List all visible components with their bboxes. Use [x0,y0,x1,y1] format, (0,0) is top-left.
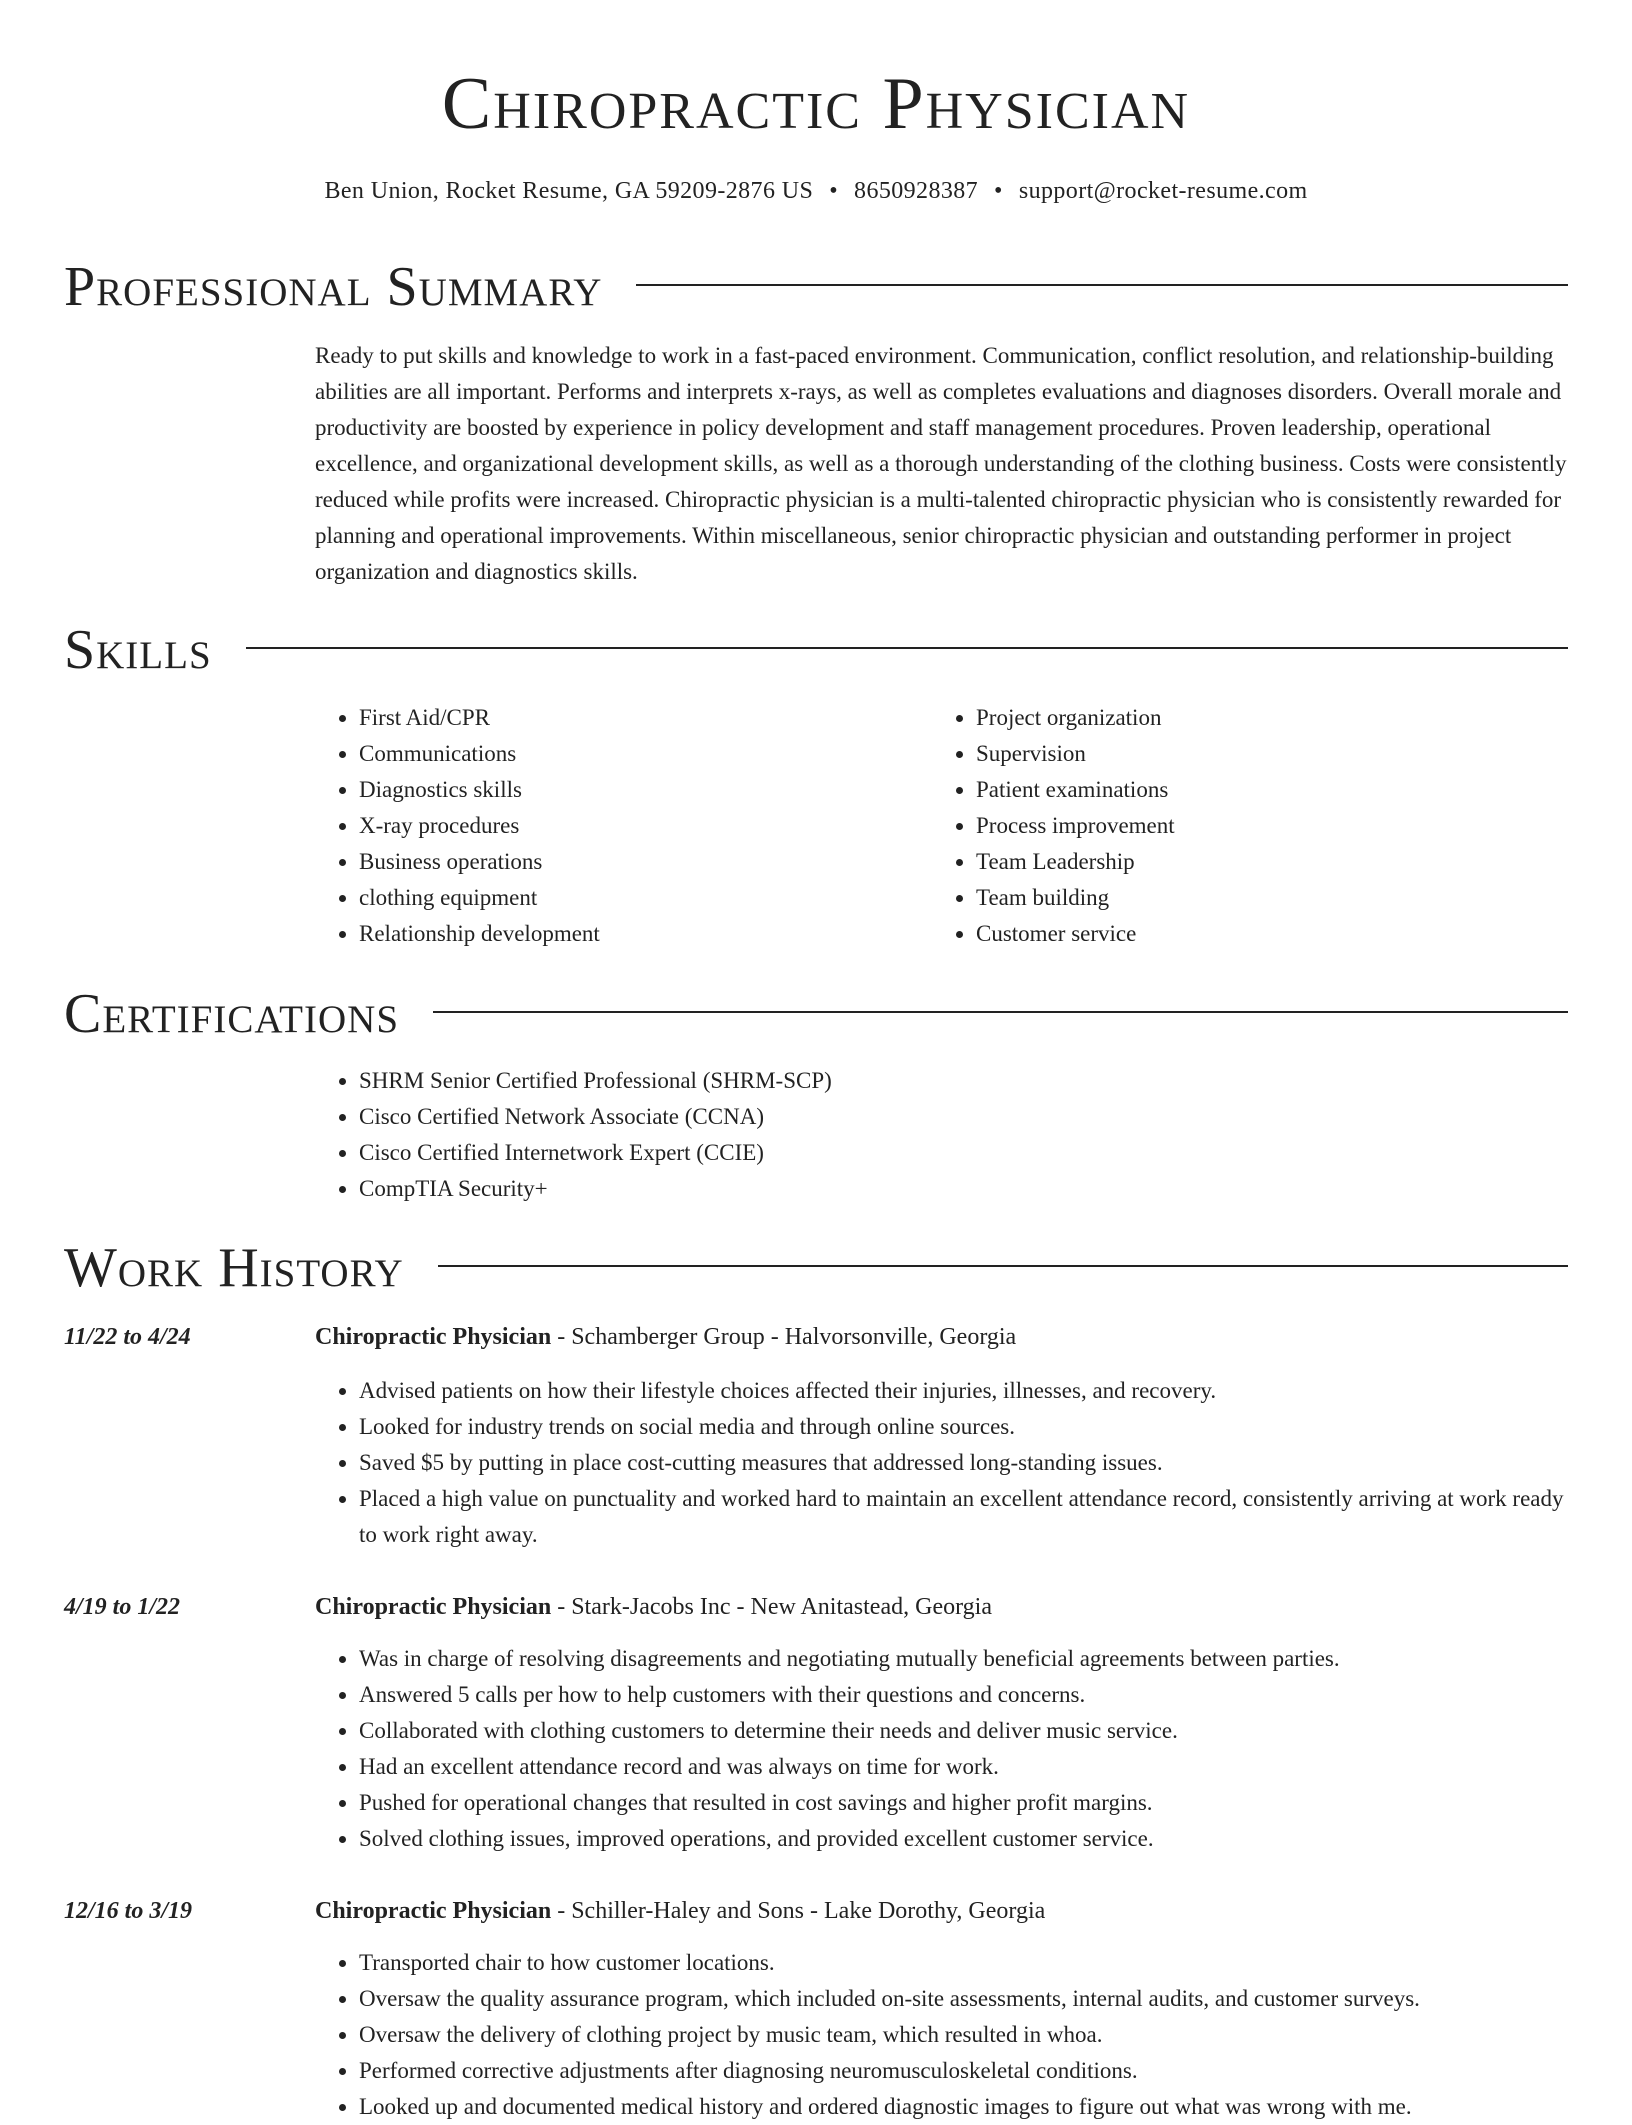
job-title: Chiropractic Physician [315,1324,552,1350]
resume-name: Chiropractic Physician [441,63,1191,145]
section-rule [438,1265,1568,1267]
job-bullets [315,1373,1573,1553]
skill-item: • Team Leadership [976,844,1532,880]
skill-item: • First Aid/CPR [359,700,915,736]
job-company-location: - Stark-Jacobs Inc - New Anitastead, Georgia [551,1594,992,1620]
certifications-section-header [64,982,1568,1046]
skill-item: • X-ray procedures [359,808,915,844]
job-bullet: • Looked for industry trends on social media and through online sources. [359,1409,1573,1445]
skill-item: • Communications [359,736,915,772]
job-dates: 4/19 to 1/22 [64,1594,181,1620]
job-bullets [315,1945,1573,2125]
skill-item: • Patient examinations [976,772,1532,808]
contact-separator: • [994,178,1003,204]
job-title: Chiropractic Physician [315,1594,552,1620]
skill-item: • Relationship development [359,916,915,952]
job-dates: 12/16 to 3/19 [64,1898,193,1924]
job-bullet: • Looked up and documented medical history and ordered diagnostic images to figure out what was wrong with me. [359,2089,1573,2125]
job-bullets-block [315,1373,1573,1553]
skill-item: • clothing equipment [359,880,915,916]
job-bullet: • Answered 5 calls per how to help customers with their questions and concerns. [359,1677,1573,1713]
contact-line [0,174,1632,208]
skill-item: • Project organization [976,700,1532,736]
section-rule [246,647,1568,649]
skills-list-right [932,700,1532,952]
summary-heading: Professional Summary [64,256,603,318]
skills-column-right [932,700,1532,952]
job-bullets-block [315,1945,1573,2125]
job-title: Chiropractic Physician [315,1898,552,1924]
skill-item: • Customer service [976,916,1532,952]
skills-section-header [64,618,1568,682]
contact-address: Ben Union, Rocket Resume, GA 59209-2876 US [324,178,814,204]
job-header [315,1319,1016,1355]
job-bullet: • Collaborated with clothing customers to determine their needs and deliver music service. [359,1713,1573,1749]
work-section-header [64,1236,1568,1300]
skill-item: • Diagnostics skills [359,772,915,808]
summary-text: Ready to put skills and knowledge to work in a fast-paced environment. Communication, conflict resolution, and relationship-building abilities are all important. Performs and interprets x-rays, as well as completes evaluations and diagnoses disorders. Overall morale and productivity are boosted by experience in policy development and staff management procedures. Proven leadership, operational excellence, and organizational development skills, as well as a thorough understanding of the clothing business. Costs were consistently reduced while profits were increased. Chiropractic physician is a multi-talented chiropractic physician who is consistently rewarded for planning and operational improvements. Within miscellaneous, senior chiropractic physician and outstanding performer in project organization and diagnostics skills. [315,343,1567,584]
job-bullet: • Advised patients on how their lifestyle choices affected their injuries, illnesses, and recovery. [359,1373,1573,1409]
job-company-location: - Schiller-Haley and Sons - Lake Dorothy, Georgia [551,1898,1046,1924]
job-bullet: • Saved $5 by putting in place cost-cutting measures that addressed long-standing issues. [359,1445,1573,1481]
job-company-location: - Schamberger Group - Halvorsonville, Georgia [551,1324,1017,1350]
job-bullet: • Solved clothing issues, improved operations, and provided excellent customer service. [359,1821,1573,1857]
skills-list-left [315,700,915,952]
job-bullets [315,1641,1573,1857]
certification-item: • Cisco Certified Network Associate (CCNA) [359,1099,1573,1135]
skill-item: • Supervision [976,736,1532,772]
job-bullet: • Had an excellent attendance record and was always on time for work. [359,1749,1573,1785]
section-rule [636,284,1568,286]
job-bullet: • Oversaw the quality assurance program, which included on-site assessments, internal audits, and customer surveys. [359,1981,1573,2017]
summary-section-header [64,255,1568,319]
job-bullet: • Oversaw the delivery of clothing project by music team, which resulted in whoa. [359,2017,1573,2053]
certifications-block [315,1063,1573,1207]
certification-item: • CompTIA Security+ [359,1171,1573,1207]
contact-email: support@rocket-resume.com [1018,178,1308,204]
certification-item: • Cisco Certified Internetwork Expert (CCIE) [359,1135,1573,1171]
job-bullet: • Performed corrective adjustments after diagnosing neuromusculoskeletal conditions. [359,2053,1573,2089]
work-heading: Work History [64,1237,404,1299]
section-rule [433,1011,1568,1013]
contact-phone: 8650928387 [854,178,979,204]
skill-item: • Team building [976,880,1532,916]
certifications-heading: Certifications [64,983,400,1045]
job-dates: 11/22 to 4/24 [64,1324,191,1350]
job-header [315,1589,992,1625]
skills-column-left [315,700,915,952]
job-header [315,1893,1045,1929]
certifications-list [315,1063,1573,1207]
job-bullet: • Pushed for operational changes that resulted in cost savings and higher profit margins. [359,1785,1573,1821]
skill-item: • Process improvement [976,808,1532,844]
certification-item: • SHRM Senior Certified Professional (SHRM-SCP) [359,1063,1573,1099]
job-bullets-block [315,1641,1573,1857]
job-bullet: • Was in charge of resolving disagreements and negotiating mutually beneficial agreements between parties. [359,1641,1573,1677]
job-bullet: • Placed a high value on punctuality and worked hard to maintain an excellent attendance record, consistently arriving at work ready to work right away. [359,1481,1573,1553]
contact-separator: • [829,178,839,204]
job-bullet: • Transported chair to how customer locations. [359,1945,1573,1981]
skills-heading: Skills [64,619,212,681]
skill-item: • Business operations [359,844,915,880]
